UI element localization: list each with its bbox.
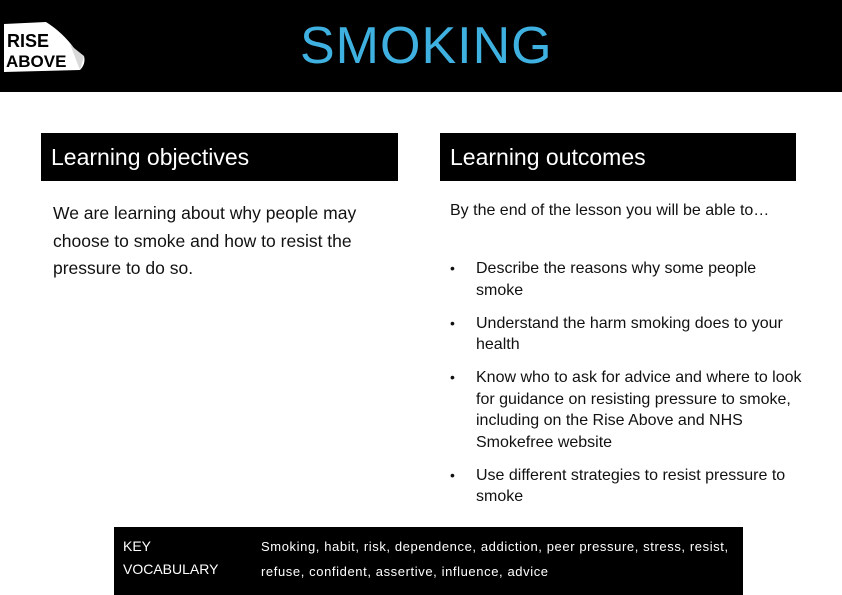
learning-objectives-text: We are learning about why people may choose to smoke and how to resist the pressure to do so. bbox=[53, 203, 357, 278]
outcome-item bbox=[450, 258, 802, 301]
learning-outcomes-intro: By the end of the lesson you will be able to… bbox=[450, 202, 770, 219]
outcome-text: Know who to ask for advice and where to look for guidance on resisting pressure to smoke, including on the Rise Above and NHS Smokefree website bbox=[476, 369, 802, 451]
logo-text-rise: RISE bbox=[7, 31, 50, 51]
vocabulary-words-line1: Smoking, habit, risk, dependence, addiction, peer pressure, stress, resist, bbox=[261, 539, 729, 554]
learning-objectives-heading: Learning objectives bbox=[41, 133, 398, 181]
logo-text-above: ABOVE bbox=[6, 52, 67, 71]
bullet-icon: • bbox=[450, 466, 455, 483]
page-title: SMOKING bbox=[300, 17, 553, 75]
header-banner bbox=[0, 0, 842, 92]
bullet-icon: • bbox=[450, 314, 455, 331]
outcome-item bbox=[450, 313, 802, 356]
key-label: KEY bbox=[123, 538, 152, 554]
outcome-item bbox=[450, 367, 802, 453]
vocabulary-label: VOCABULARY bbox=[123, 561, 219, 577]
bullet-icon: • bbox=[450, 260, 455, 276]
learning-outcomes-list bbox=[450, 258, 802, 519]
outcome-text: Understand the harm smoking does to your health bbox=[476, 314, 783, 353]
outcome-text: Describe the reasons why some people smoke bbox=[476, 260, 757, 299]
outcome-item bbox=[450, 465, 802, 508]
bullet-icon: • bbox=[450, 369, 455, 385]
rise-above-logo bbox=[0, 14, 92, 78]
learning-outcomes-heading: Learning outcomes bbox=[440, 133, 796, 181]
key-vocabulary-box bbox=[114, 527, 743, 595]
outcome-text: Use different strategies to resist pressure to smoke bbox=[476, 466, 786, 505]
vocabulary-words-line2: refuse, confident, assertive, influence, advice bbox=[261, 564, 549, 579]
